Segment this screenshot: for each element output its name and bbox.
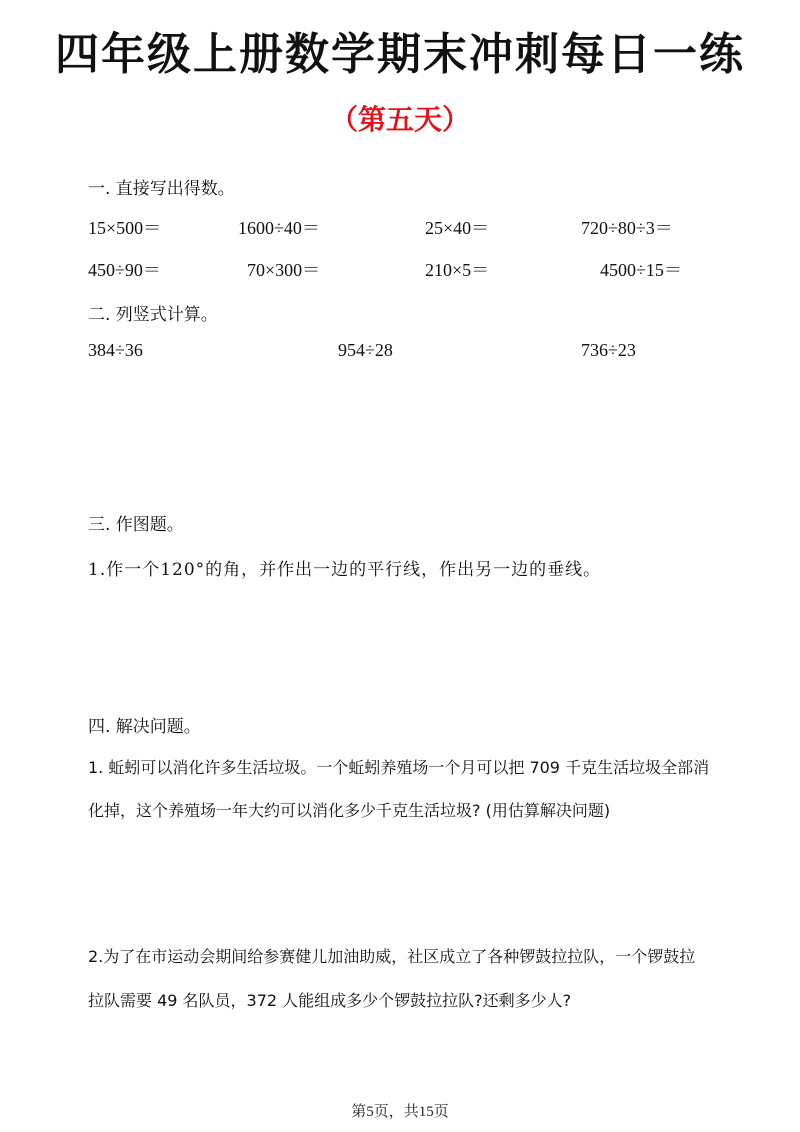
vertical-calc-item: 954÷28 [338, 340, 393, 360]
page-footer: 第5页，共15页 [351, 1104, 449, 1120]
mental-math-item: 15×500＝ [88, 218, 162, 238]
page-title: 四年级上册数学期末冲刺每日一练 [55, 29, 745, 80]
word-problem-1-line-2: 化掉，这个养殖场一年大约可以消化多少千克生活垃圾? (用估算解决问题) [88, 801, 611, 820]
vertical-calc-row [0, 340, 800, 364]
mental-math-item: 25×40＝ [425, 218, 490, 238]
section-4-heading: 四. 解决问题。 [88, 717, 201, 737]
mental-math-item: 450÷90＝ [88, 260, 161, 280]
vertical-calc-item: 384÷36 [88, 340, 143, 360]
word-problem-1-line-1: 1. 蚯蚓可以消化许多生活垃圾。一个蚯蚓养殖场一个月可以把 709 千克生活垃圾全部消 [88, 758, 710, 777]
mental-math-item: 210×5＝ [425, 260, 490, 280]
mental-math-row-1 [0, 214, 800, 238]
section-1-heading: 一. 直接写出得数。 [88, 179, 235, 199]
section-3-heading: 三. 作图题。 [88, 515, 184, 535]
mental-math-item: 70×300＝ [247, 260, 321, 280]
mental-math-item: 1600÷40＝ [238, 218, 320, 238]
drawing-question-1: 1.作一个120°的角，并作出一边的平行线，作出另一边的垂线。 [88, 560, 602, 580]
vertical-calc-item: 736÷23 [581, 340, 636, 360]
word-problem-2-line-2: 拉队需要 49 名队员，372 人能组成多少个锣鼓拉拉队?还剩多少人? [88, 991, 572, 1010]
page-subtitle: （第五天） [329, 103, 470, 136]
mental-math-row-2 [0, 256, 800, 280]
word-problem-2-line-1: 2.为了在市运动会期间给参赛健儿加油助威，社区成立了各种锣鼓拉拉队，一个锣鼓拉 [88, 947, 696, 966]
mental-math-item: 720÷80÷3＝ [581, 218, 673, 238]
section-2-heading: 二. 列竖式计算。 [88, 305, 218, 325]
mental-math-item: 4500÷15＝ [600, 260, 682, 280]
